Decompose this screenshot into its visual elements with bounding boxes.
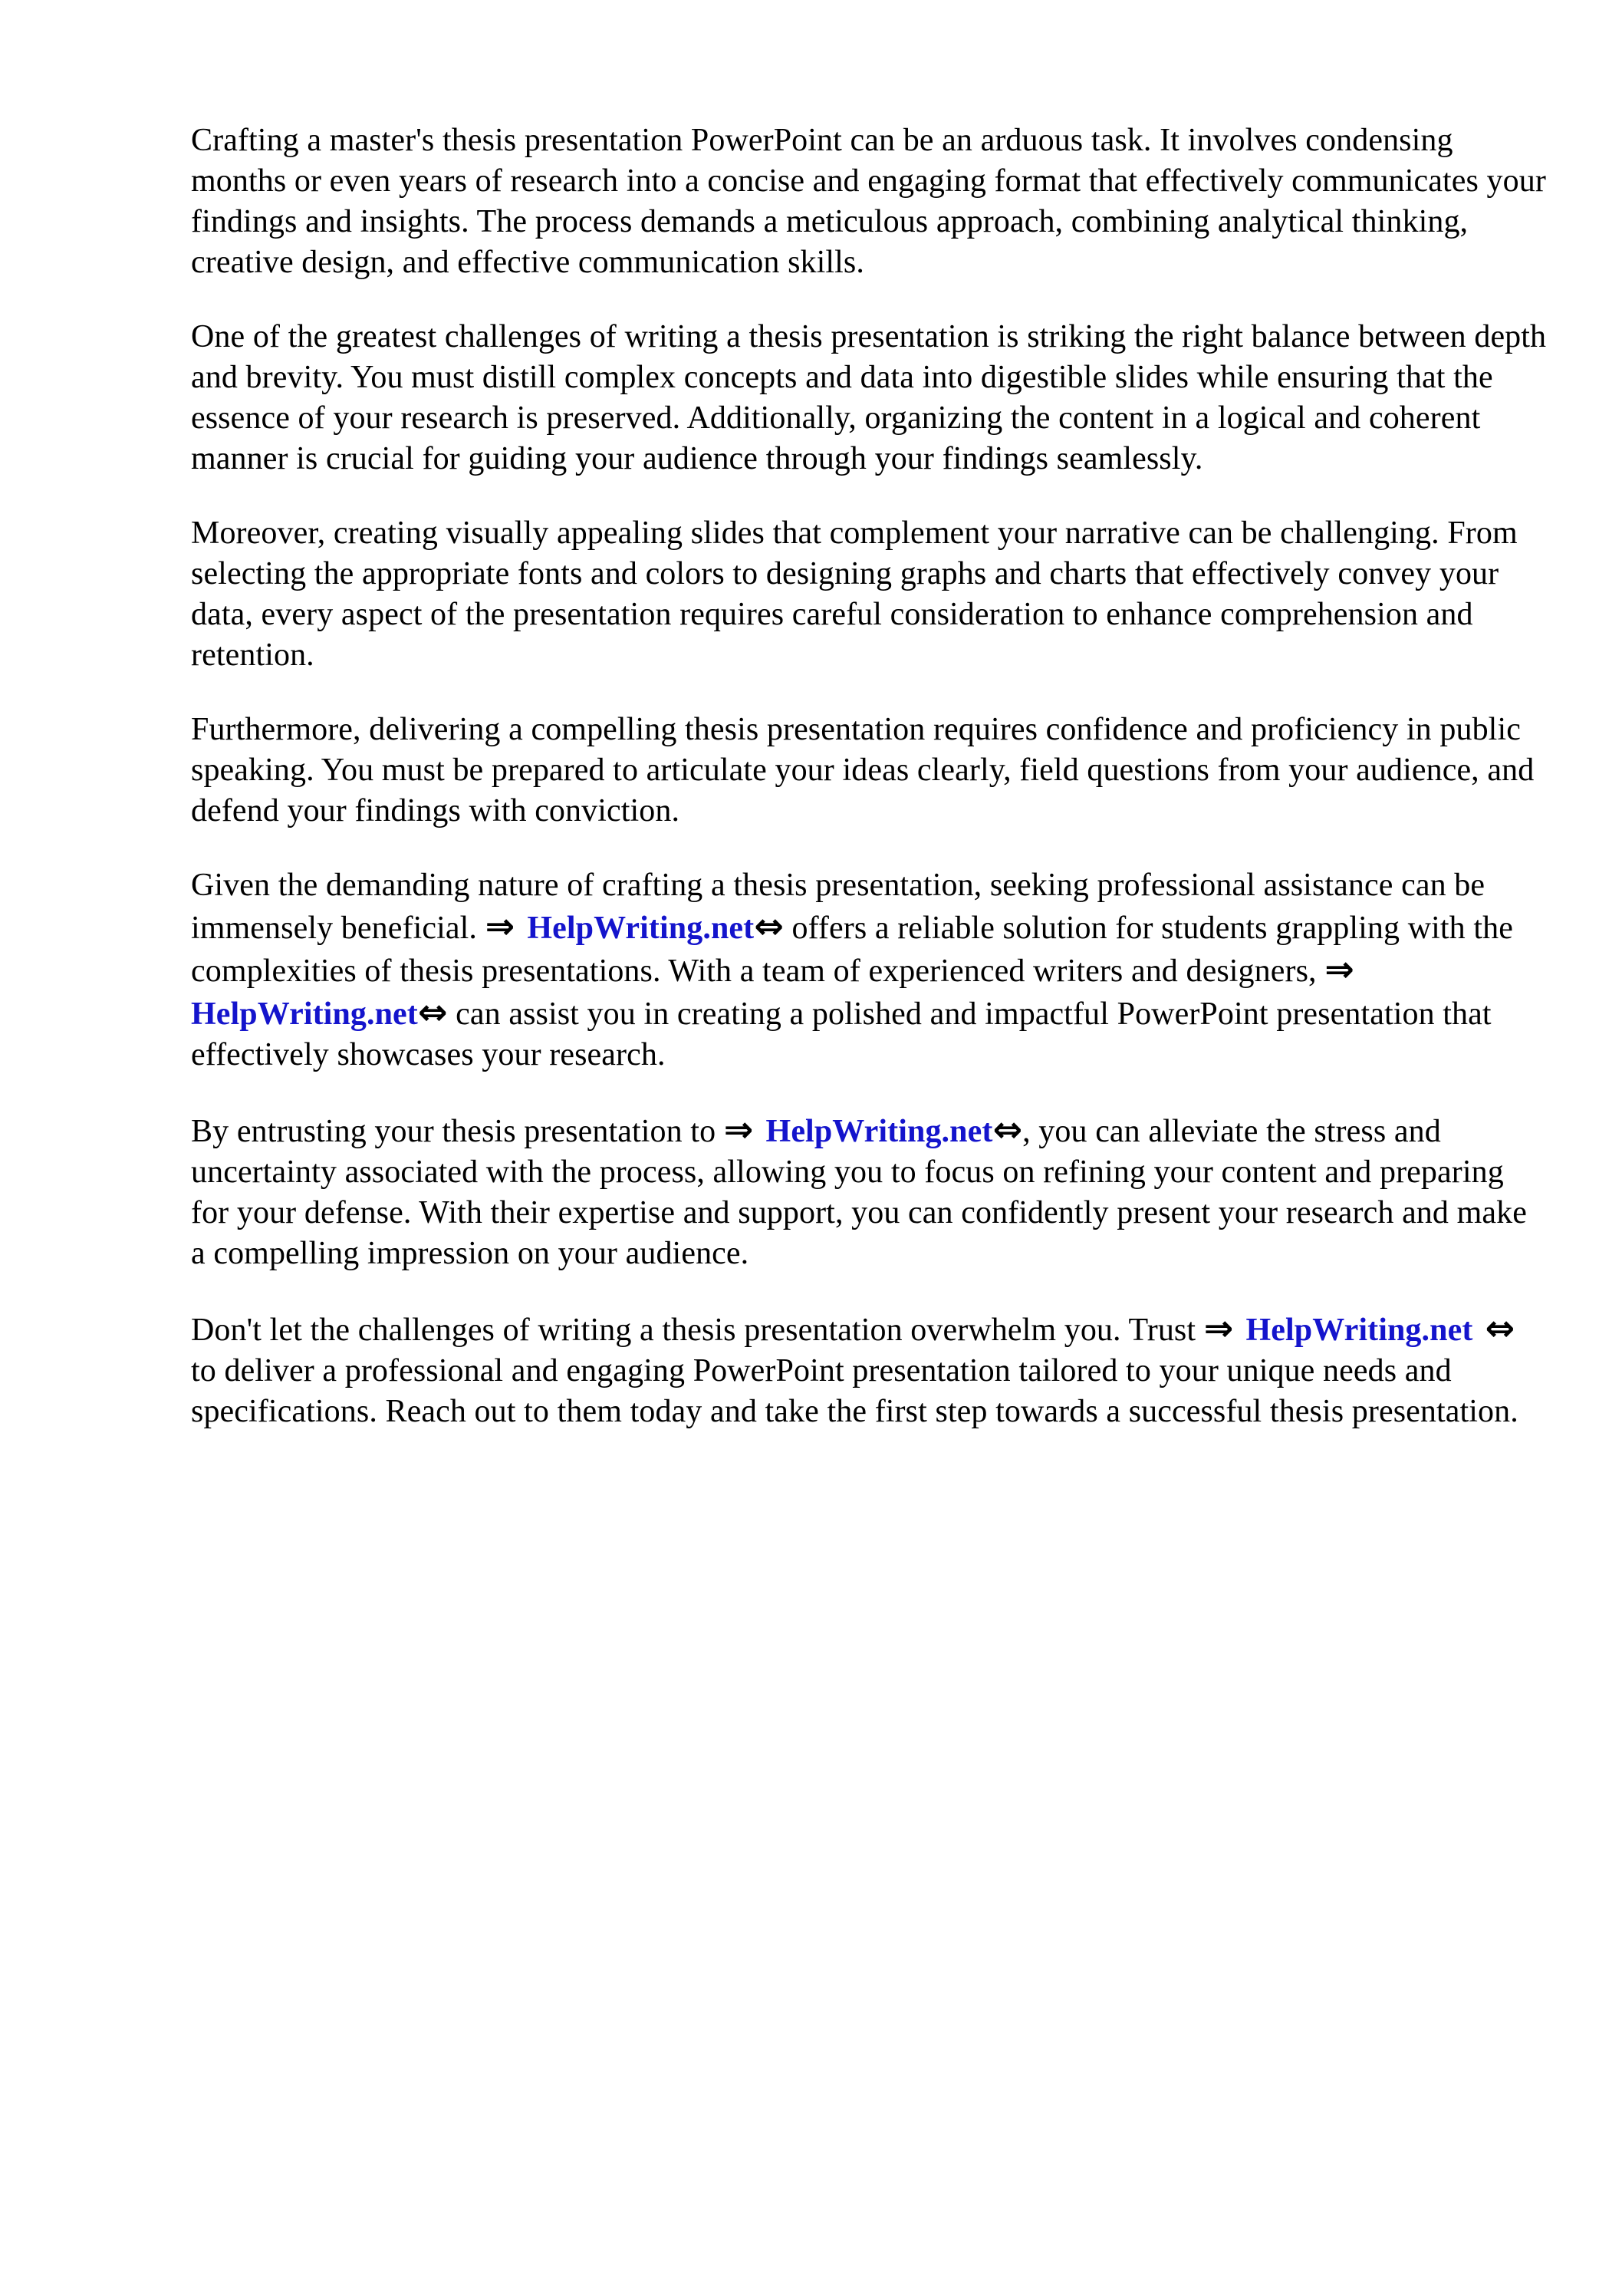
helpwriting-link[interactable]: HelpWriting.net bbox=[765, 1114, 993, 1149]
paragraph bbox=[191, 865, 1547, 1076]
helpwriting-link[interactable]: HelpWriting.net bbox=[527, 911, 755, 946]
paragraph-text: One of the greatest challenges of writing a thesis presentation is striking the right balance between depth and brevity. You must distill complex concepts and data into digestible slides while ensuring that the essence of your research is preserved. Additionally, organizing the content in a logical and coherent manner is crucial for guiding your audience through your findings seamlessly. bbox=[191, 319, 1547, 476]
helpwriting-link[interactable]: HelpWriting.net bbox=[191, 996, 418, 1032]
paragraph bbox=[191, 513, 1547, 676]
paragraph-text: Furthermore, delivering a compelling thesis presentation requires confidence and proficiency in public speaking. You must be prepared to articulate your ideas clearly, field questions from your audience, and defend your findings with conviction. bbox=[191, 712, 1535, 828]
double-arrow-leftright-icon: ⇔ bbox=[1472, 1307, 1515, 1349]
paragraph-text: Given the demanding nature of crafting a thesis presentation, seeking professional assistance can be immensely beneficial. bbox=[191, 868, 1485, 946]
paragraph-text: can assist you in creating a polished and impactful PowerPoint presentation that effectively showcases your research. bbox=[191, 996, 1492, 1072]
paragraph bbox=[191, 710, 1547, 832]
paragraph bbox=[191, 1308, 1547, 1432]
double-arrow-leftright-icon: ⇔ bbox=[417, 991, 448, 1033]
paragraph bbox=[191, 1109, 1547, 1274]
helpwriting-link[interactable]: HelpWriting.net bbox=[1245, 1313, 1473, 1348]
paragraph bbox=[191, 317, 1547, 479]
paragraph-text: Don't let the challenges of writing a thesis presentation overwhelm you. Trust bbox=[191, 1313, 1204, 1348]
double-arrow-leftright-icon: ⇔ bbox=[992, 1108, 1023, 1150]
double-arrow-leftright-icon: ⇔ bbox=[754, 905, 784, 947]
double-arrow-right-icon: ⇒ bbox=[1203, 1307, 1246, 1349]
document-body bbox=[191, 120, 1547, 1466]
paragraph-text: Crafting a master's thesis presentation PowerPoint can be an arduous task. It involves condensing months or even years of research into a concise and engaging format that effectively communicates your findings and insights. The process demands a meticulous approach, combining analytical thinking, creative design, and effective communication skills. bbox=[191, 123, 1546, 280]
double-arrow-right-icon: ⇒ bbox=[1324, 948, 1354, 990]
paragraph-text: offers a reliable solution for students grappling with the complexities of thesis presentations. With a team of experienced writers and designers, bbox=[191, 911, 1513, 989]
paragraph-text: to deliver a professional and engaging PowerPoint presentation tailored to your unique needs and specifications. Reach out to them today and take the first step towards a successful thesis presentation. bbox=[191, 1353, 1518, 1429]
paragraph-text: Moreover, creating visually appealing slides that complement your narrative can be challenging. From selecting the appropriate fonts and colors to designing graphs and charts that effectively convey your data, every aspect of the presentation requires careful consideration to enhance comprehension and retention. bbox=[191, 516, 1518, 673]
paragraph-text: , you can alleviate the stress and uncertainty associated with the process, allowing you to focus on refining your content and preparing for your defense. With their expertise and support, you can confidently present your research and make a compelling impression on your audience. bbox=[191, 1114, 1527, 1271]
double-arrow-right-icon: ⇒ bbox=[485, 905, 528, 947]
double-arrow-right-icon: ⇒ bbox=[723, 1108, 766, 1150]
paragraph-text: By entrusting your thesis presentation to bbox=[191, 1114, 724, 1149]
paragraph bbox=[191, 120, 1547, 283]
